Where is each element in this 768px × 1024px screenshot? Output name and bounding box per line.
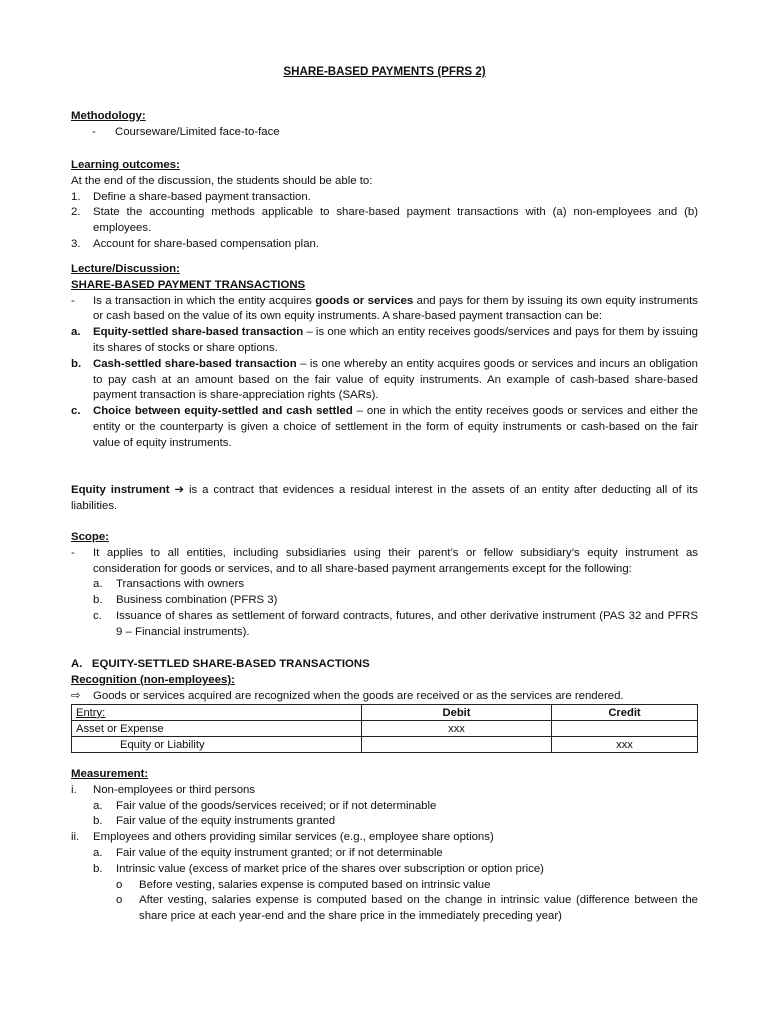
- list-letter: a.: [71, 326, 81, 339]
- measurement-group: [71, 830, 698, 846]
- measurement-item-text: Fair value of the goods/services received; or if not determinable: [116, 799, 437, 812]
- scope-exception-item: [71, 609, 698, 641]
- list-letter: b.: [71, 357, 82, 370]
- table-cell: [552, 721, 698, 737]
- list-number: 1.: [71, 190, 81, 203]
- transaction-type-desc: – one in which the entity receives goods or services and either the entity or the counterparty is given a choice of settlement in the form of equity instruments or cash-based on the fair value of equity instruments.: [93, 405, 698, 449]
- bullet-dash: -: [71, 294, 75, 307]
- table-row: [72, 721, 698, 737]
- scope-item: [71, 546, 698, 578]
- transaction-type-text: [93, 404, 698, 451]
- transaction-type-term: Cash-settled share-based transaction: [93, 357, 297, 370]
- learning-outcome-text: State the accounting methods applicable to share-based payment transactions with (a) non-employees and (b) employees.: [93, 206, 698, 235]
- list-number: 2.: [71, 206, 81, 219]
- table-header-row: [72, 705, 698, 721]
- measurement-group-text: Non-employees or third persons: [93, 783, 256, 796]
- list-letter: b.: [93, 862, 103, 875]
- scope-exception-text: Transactions with owners: [116, 578, 245, 591]
- hollow-arrow-icon: ⇨: [71, 689, 81, 702]
- scope-exception-item: [71, 593, 698, 609]
- transaction-type-term: Equity-settled share-based transaction: [93, 326, 304, 339]
- transaction-type-desc: – is one whereby an entity acquires goods or services and incurs an obligation to pay cash at an amount based on the fair value of equity instruments. An example of cash-based share-based payment transaction is share-appreciation rights (SARs).: [93, 357, 698, 402]
- transaction-type-item: [71, 404, 698, 451]
- lecture-subheading: SHARE-BASED PAYMENT TRANSACTIONS: [71, 278, 306, 291]
- transaction-type-item: [71, 357, 698, 404]
- transaction-type-text: [93, 357, 698, 404]
- section-a-heading: A. EQUITY-SETTLED SHARE-BASED TRANSACTIONS: [71, 658, 370, 670]
- table-header-cell: Entry:: [72, 705, 362, 721]
- measurement-subitem-text: Before vesting, salaries expense is computed based on intrinsic value: [139, 878, 491, 891]
- scope-heading: Scope:: [71, 531, 109, 543]
- transaction-type-term: Choice between equity-settled and cash settled: [93, 405, 353, 418]
- list-number: 3.: [71, 237, 81, 250]
- equity-instrument-definition: [71, 483, 698, 515]
- definition-bold-term: goods or services: [315, 294, 414, 307]
- transaction-type-desc: – is one which an entity receives goods/services and pays for them by issuing its shares of stocks or share options.: [93, 326, 698, 354]
- circle-bullet: o: [116, 878, 123, 891]
- measurement-group: [71, 783, 698, 799]
- equity-instrument-term: Equity instrument: [71, 484, 170, 496]
- list-letter: b.: [93, 815, 103, 828]
- table-cell: xxx: [552, 737, 698, 753]
- scope-exception-item: [71, 577, 698, 593]
- transaction-type-text: [93, 325, 698, 357]
- table-header-cell: Credit: [552, 705, 698, 721]
- measurement-heading: Measurement:: [71, 768, 149, 780]
- measurement-group-text: Employees and others providing similar services (e.g., employee share options): [93, 831, 494, 844]
- definition-text: [93, 294, 698, 326]
- list-roman: i.: [71, 783, 77, 796]
- recognition-text: Goods or services acquired are recognized when the goods are received or as the services are rendered.: [93, 689, 624, 702]
- list-letter: a.: [93, 578, 103, 591]
- learning-outcome-item: [71, 237, 698, 253]
- list-letter: a.: [93, 799, 103, 812]
- table-header-cell: Debit: [362, 705, 552, 721]
- recognition-heading: Recognition (non-employees):: [71, 673, 235, 686]
- list-roman: ii.: [71, 831, 80, 844]
- measurement-item-text: Intrinsic value (excess of market price of the shares over subscription or option price): [116, 862, 544, 875]
- learning-outcome-text: Define a share-based payment transaction.: [93, 190, 311, 203]
- learning-outcome-text: Account for share-based compensation plan.: [93, 237, 320, 250]
- table-cell: [362, 737, 552, 753]
- measurement-subitem: [71, 893, 698, 925]
- definition-text-part: and pays for them by issuing its own equity instruments or cash based on the value of its own equity instruments. A share-based payment transaction can be:: [93, 294, 698, 323]
- definition-item: [71, 294, 698, 326]
- measurement-item: [71, 862, 698, 878]
- scope-exception-text: Issuance of shares as settlement of forward contracts, futures, and other derivative instrument (PAS 32 and PFRS 9 – Financial instruments).: [116, 609, 698, 638]
- lecture-heading: Lecture/Discussion:: [71, 263, 180, 275]
- list-letter: b.: [93, 594, 103, 607]
- scope-exception-text: Business combination (PFRS 3): [116, 594, 278, 607]
- measurement-subitem-text: After vesting, salaries expense is computed based on the change in intrinsic value (difference between the share price at each year-end and the share price in the immediately preceding year): [139, 894, 698, 923]
- measurement-section: [71, 767, 698, 925]
- measurement-item: [71, 846, 698, 862]
- list-letter: c.: [71, 405, 81, 418]
- journal-entry-table: [71, 704, 698, 753]
- equity-settled-section: [71, 657, 698, 753]
- table-cell: Asset or Expense: [72, 721, 362, 737]
- learning-outcomes-section: [71, 158, 698, 253]
- measurement-item-text: Fair value of the equity instruments granted: [116, 815, 336, 828]
- transaction-type-item: [71, 325, 698, 357]
- learning-outcomes-heading: Learning outcomes:: [71, 159, 180, 171]
- list-letter: c.: [93, 609, 102, 622]
- lecture-section: [71, 262, 698, 452]
- methodology-section: [71, 109, 698, 141]
- methodology-item-text: Courseware/Limited face-to-face: [115, 125, 280, 138]
- circle-bullet: o: [116, 894, 123, 907]
- measurement-item: [71, 814, 698, 830]
- measurement-item-text: Fair value of the equity instrument granted; or if not determinable: [116, 846, 443, 859]
- table-cell: xxx: [362, 721, 552, 737]
- recognition-item: [71, 689, 698, 705]
- bullet-dash: -: [71, 546, 75, 559]
- learning-outcomes-intro: At the end of the discussion, the students should be able to:: [71, 174, 373, 187]
- learning-outcome-item: [71, 190, 698, 206]
- methodology-item: [71, 125, 698, 141]
- bullet-dash: -: [92, 125, 96, 138]
- definition-text-part: Is a transaction in which the entity acquires: [93, 294, 316, 307]
- right-arrow-icon: ➔: [174, 484, 185, 496]
- measurement-subitem: [71, 878, 698, 894]
- scope-text: It applies to all entities, including subsidiaries using their parent’s or fellow subsidiary’s equity instrument as consideration for goods or services, and to all share-based payment arrangements except for the following:: [93, 546, 698, 575]
- methodology-heading: Methodology:: [71, 110, 146, 122]
- equity-instrument-desc: is a contract that evidences a residual interest in the assets of an entity after deducting all of its liabilities.: [71, 484, 698, 512]
- table-cell: Equity or Liability: [72, 737, 362, 753]
- table-row: [72, 737, 698, 753]
- measurement-item: [71, 799, 698, 815]
- document-title: SHARE-BASED PAYMENTS (PFRS 2): [283, 65, 486, 78]
- scope-section: [71, 530, 698, 641]
- list-letter: a.: [93, 846, 103, 859]
- learning-outcome-item: [71, 205, 698, 237]
